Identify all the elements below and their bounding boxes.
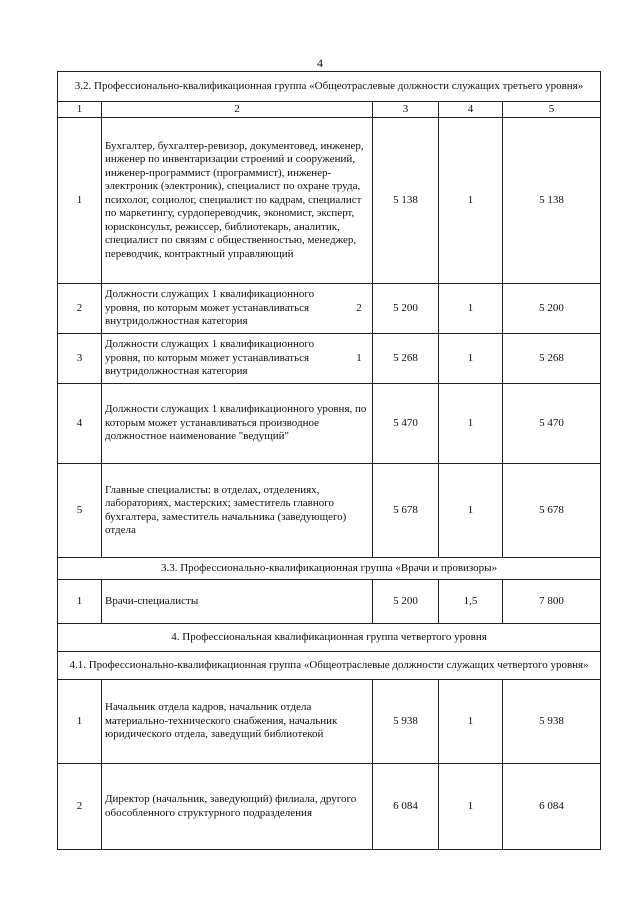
row-number: 3 — [58, 334, 102, 384]
total-salary: 5 200 — [503, 284, 601, 334]
column-header: 2 — [102, 102, 373, 118]
category-number: 1 — [356, 351, 362, 364]
position-description: Директор (начальник, заведующий) филиала, другого обособленного структурного подразделения — [102, 764, 373, 850]
total-salary: 5 470 — [503, 384, 601, 464]
base-salary: 5 200 — [373, 284, 439, 334]
coefficient: 1 — [439, 284, 503, 334]
table-row — [58, 284, 601, 334]
position-description-cell — [102, 334, 373, 384]
total-salary: 6 084 — [503, 764, 601, 850]
base-salary: 5 938 — [373, 680, 439, 764]
position-description: Бухгалтер, бухгалтер-ревизор, документовед, инженер, инженер по инвентаризации строений и сооружений, инженер-программист (программист), инженер-электроник (электроник), специалист по охране труда, психолог, социолог, специалист по кадрам, специалист по маркетингу, сурдопереводчик, экономист, эксперт, юрисконсульт, режиссер, библиотекарь, аналитик, специалист по связям с общественностью, менеджер, переводчик, контрактный управляющий — [102, 118, 373, 284]
category-number: 2 — [356, 301, 362, 314]
column-header: 1 — [58, 102, 102, 118]
position-description: Начальник отдела кадров, начальник отдела материально-технического снабжения, начальник юридического отдела, заведущий библиотекой — [102, 680, 373, 764]
table-row — [58, 764, 601, 850]
table-row — [58, 680, 601, 764]
row-number: 4 — [58, 384, 102, 464]
section-header-row — [58, 652, 601, 680]
coefficient: 1 — [439, 764, 503, 850]
total-salary: 5 678 — [503, 464, 601, 558]
page-number: 4 — [317, 56, 323, 70]
total-salary: 5 938 — [503, 680, 601, 764]
table-row — [58, 334, 601, 384]
total-salary: 5 268 — [503, 334, 601, 384]
base-salary: 5 470 — [373, 384, 439, 464]
section-4-title: 4. Профессиональная квалификационная группа четвертого уровня — [58, 624, 601, 652]
position-description: Врачи-специалисты — [102, 580, 373, 624]
column-header: 5 — [503, 102, 601, 118]
base-salary: 5 200 — [373, 580, 439, 624]
table-row — [58, 384, 601, 464]
section-header-row — [58, 558, 601, 580]
row-number: 1 — [58, 680, 102, 764]
position-description: Должности служащих 1 квалификационного уровня, по которым может устанавливаться внутридолжностная категория — [105, 288, 315, 328]
section-4-1-title: 4.1. Профессионально-квалификационная группа «Общеотраслевые должности служащих четвертого уровня» — [58, 652, 601, 680]
total-salary: 7 800 — [503, 580, 601, 624]
row-number: 5 — [58, 464, 102, 558]
position-description: Должности служащих 1 квалификационного уровня, по которым может устанавливаться внутридолжностная категория — [105, 338, 315, 378]
section-3-3-title: 3.3. Профессионально-квалификационная группа «Врачи и провизоры» — [58, 558, 601, 580]
base-salary: 6 084 — [373, 764, 439, 850]
table-row — [58, 580, 601, 624]
row-number: 2 — [58, 764, 102, 850]
coefficient: 1,5 — [439, 580, 503, 624]
salary-table — [57, 71, 601, 850]
base-salary: 5 268 — [373, 334, 439, 384]
base-salary: 5 678 — [373, 464, 439, 558]
coefficient: 1 — [439, 334, 503, 384]
table-row — [58, 464, 601, 558]
section-header-row — [58, 72, 601, 102]
section-header-row — [58, 624, 601, 652]
position-description-cell — [102, 284, 373, 334]
column-header: 3 — [373, 102, 439, 118]
column-header: 4 — [439, 102, 503, 118]
coefficient: 1 — [439, 384, 503, 464]
coefficient: 1 — [439, 118, 503, 284]
position-description: Должности служащих 1 квалификационного уровня, по которым может устанавливаться производное должностное наименование "ведущий" — [102, 384, 373, 464]
base-salary: 5 138 — [373, 118, 439, 284]
coefficient: 1 — [439, 464, 503, 558]
row-number: 1 — [58, 118, 102, 284]
total-salary: 5 138 — [503, 118, 601, 284]
row-number: 2 — [58, 284, 102, 334]
position-description: Главные специалисты: в отделах, отделениях, лабораториях, мастерских; заместитель главного бухгалтера, заместитель начальника (заведующего) отдела — [102, 464, 373, 558]
column-header-row — [58, 102, 601, 118]
row-number: 1 — [58, 580, 102, 624]
table-row — [58, 118, 601, 284]
section-3-2-title: 3.2. Профессионально-квалификационная группа «Общеотраслевые должности служащих третьего уровня» — [58, 72, 601, 102]
coefficient: 1 — [439, 680, 503, 764]
